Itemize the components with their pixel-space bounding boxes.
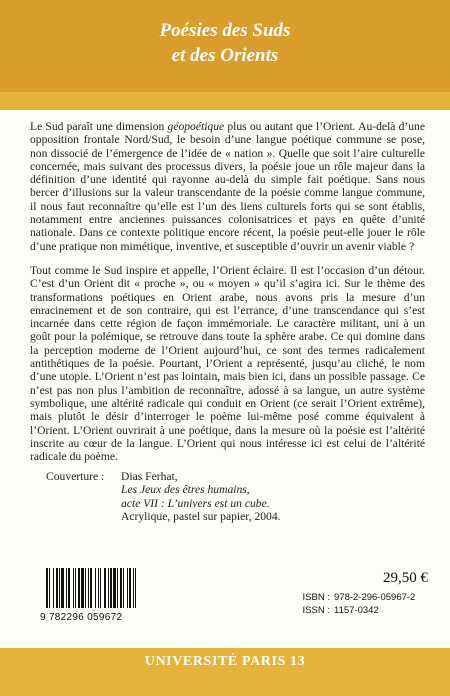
cover-credit-title-a: Les Jeux des êtres humains, (121, 483, 250, 497)
paragraph-1-part-a: Le Sud paraît une dimension (30, 120, 168, 133)
issn-value: 1157-0342 (334, 605, 379, 616)
paragraph-2: Tout comme le Sud inspire et appelle, l’Orient éclaire. Il est l’occasion d’un détour. C’est d’un Orient dit « proche », ou « moyen » qu’il s’agira ici. Sur le thème des transformations poétiques en Orient arabe, nous avons pris la mesure d’un enracinement et de son contraire, qui est l’errance, d’une transcendance qui s’est incarnée dans cette région de façon immémoriale. Le caractère militant, uni à un goût pour la polémique, se retrouve dans toute la sphère arabe. Ce qui domine dans la perception moderne de l’Orient aujourd’hui, ce sont des termes radicalement antithétiques de la poésie. Pourtant, l’Orient a représenté, jusqu’au cliché, le nom d’une utopie. L’Orient n’est pas lointain, mais bien ici, dans un possible passage. Ce n’est pas non plus l’ambition de reconnaître, adossé à sa langue, un autre système symbolique, une altérité radicale qui conduit en Orient (ce serait l’Orient extrême), mais plutôt le désir d’interroger le poème lui-même posé comme équivalent à l’Orient. L’Orient ouvrirait à une poétique, dans la mesure où la poésie est l’altérité inscrite au cœur de la langue. L’Orient qui nous intéresse ici est celui de l’altérité radicale du poème. (30, 263, 425, 464)
isbn-value: 978-2-296-05967-2 (334, 592, 416, 603)
paragraph-1-part-b: plus ou autant que l’Orient. Au-delà d’une opposition frontale Nord/Sud, le besoin d’une langue poétique commune se pose, non dissocié de l’émergence de l’idée de « nation ». Quelle que soit l’aire culturelle concernée, mais suivant des processus divers, la poésie joue un rôle majeur dans la définition d’une identité qui rayonne au-delà du simple fait poétique. Sans nous bercer d’illusions sur la valeur transcendante de la poésie comme langue commune, il nous faut reconnaître qu’elle est l’un des liens culturels forts qui se sont établis, notamment entre anciennes puissances colonisatrices et pays en quête d’unité nationale. Dans ce contexte politique encore récent, la poésie peut-elle jouer le rôle d’une pratique non mimétique, inventive, et susceptible d’ouvrir un avenir viable ? (30, 120, 425, 253)
cover-credit-title-b: acte VII : L’univers est un cube. (121, 496, 270, 510)
publisher-name: UNIVERSITÉ PARIS 13 (144, 654, 306, 669)
series-title-line-2: et des Orients (171, 45, 279, 66)
paragraph-1-italic: géopoétique (167, 120, 225, 133)
cover-credit (46, 470, 426, 523)
cover-credit-label: Couverture : (46, 470, 105, 483)
barcode-digits: 9 782296 059672 (40, 612, 123, 623)
cover-credit-medium: Acrylique, pastel sur papier, 2004. (121, 509, 281, 523)
isbn-key: ISBN : (302, 592, 330, 603)
isbn-issn-block (296, 591, 428, 617)
cover-credit-artist: Dias Ferhat, (121, 470, 178, 483)
barcode-bars (40, 568, 198, 610)
series-title-line-1: Poésies des Suds (159, 20, 291, 41)
cover-credit-line-1 (121, 470, 426, 497)
issn-key: ISSN : (302, 605, 330, 616)
isbn-line (296, 591, 428, 604)
back-cover-text (30, 120, 425, 474)
issn-line (296, 604, 428, 617)
isbn-barcode (40, 568, 198, 624)
paragraph-1 (30, 120, 425, 253)
series-title (0, 18, 450, 68)
text-panel (0, 110, 450, 648)
price: 29,50 € (383, 570, 428, 586)
